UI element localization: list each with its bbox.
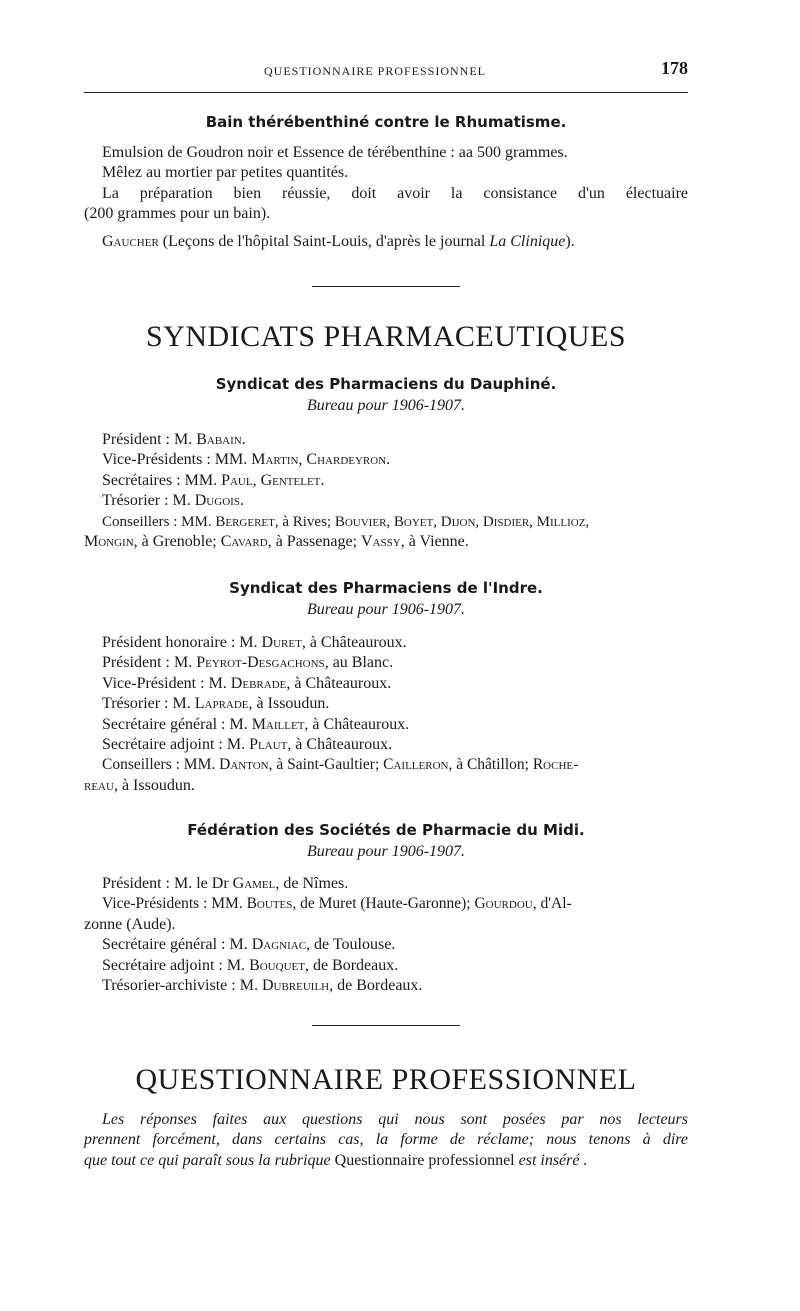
indre-vice-president [84,674,688,694]
midi-title: Fédération des Sociétés de Pharmacie du Midi. [187,821,585,839]
person-name: Vassy [361,533,401,551]
bain-line: La préparation bien réussie, doit avoir la consistance d'un électuaire [102,184,688,202]
source-journal: La Clinique [489,232,566,250]
section-divider [312,1025,460,1026]
person-name: Maillet [251,715,305,733]
role-label: Vice-Présidents : MM. [102,895,247,913]
role-label: Président honoraire : M. [102,634,262,651]
role-label: Secrétaire général : M. [102,715,252,733]
role-label: Secrétaire général : M. [102,936,252,954]
dauphine-tresorier [84,491,688,511]
role-label: Vice-Président : M. [102,674,231,692]
person-name: Cailleron [383,756,449,774]
bain-line: Mêlez au mortier par petites quantités. [102,164,349,182]
place: , à Vienne. [400,533,469,551]
dauphine-secretaires [84,471,688,491]
midi-body [84,874,688,996]
place: , de Bordeaux. [304,956,399,974]
midi-secretaire-adjoint [84,956,688,976]
syndicats-heading: SYNDICATS PHARMACEUTIQUES [145,320,627,353]
person-name: Bouvier, Boyet, Dijon, Disdier, Millioz, [334,513,590,530]
place: , d'Al- [532,895,572,913]
place: , à Issoudun. [248,695,330,713]
punct: . [386,451,391,469]
person-name: Mongin [84,533,134,551]
punct: . [320,471,325,489]
place: , à Passenage; [267,533,362,551]
place: , à Châteauroux. [301,634,407,651]
indre-bureau: Bureau pour 1906-1907. [306,601,466,618]
person-name: Plaut [249,736,288,754]
person-name: Bouquet [249,956,305,974]
person-name: Cavard [220,533,268,551]
syndicats-section [84,320,688,354]
midi-block [84,821,688,861]
questionnaire-line: prennent forcément, dans certains cas, la forme de réclame; nous tenons à dire [84,1131,688,1149]
person-name: reau [84,776,114,794]
indre-title: Syndicat des Pharmaciens de l'Indre. [229,579,543,597]
role-label: Trésorier : M. [102,695,195,713]
person-name: Roche- [532,756,579,774]
place: , de Bordeaux. [329,977,423,995]
questionnaire-line [84,1151,688,1171]
indre-president [84,653,688,673]
person-name: Gamel [232,875,276,892]
midi-secretaire-general [84,935,688,955]
dauphine-bureau: Bureau pour 1906-1907. [306,397,466,414]
bain-title: Bain thérébenthiné contre le Rhumatisme. [205,113,567,131]
punct: . [239,492,244,510]
person-name: Babain [196,431,242,448]
role-label: Trésorier : M. [102,492,195,510]
indre-tresorier [84,694,688,714]
rubric-name: Questionnaire professionnel [334,1151,515,1169]
dauphine-conseillers-cont [84,532,688,552]
role-label: Conseillers : MM. [102,756,220,774]
place: , de Muret (Haute-Garonne); [292,895,475,913]
header-rule [84,92,688,93]
indre-conseillers [84,755,688,775]
place: , de Nîmes. [275,875,349,892]
bain-section [84,113,688,131]
bain-source [84,232,688,252]
dauphine-title: Syndicat des Pharmaciens du Dauphiné. [215,375,557,393]
bain-line: (200 grammes pour un bain). [84,205,271,223]
role-label: Président : M. le Dr [102,875,233,892]
role-label: Conseillers : MM. [102,513,216,530]
questionnaire-heading: QUESTIONNAIRE PROFESSIONNEL [135,1063,637,1096]
person-name: Danton [219,756,269,774]
person-name: Bergeret [215,513,275,530]
role-label: Secrétaire adjoint : M. [102,736,250,754]
punct: . [241,431,246,448]
running-title: QUESTIONNAIRE PROFESSIONNEL [264,64,487,78]
indre-president-honoraire [84,633,688,653]
place: , à Châteauroux. [287,736,393,754]
bain-body [84,143,688,252]
midi-vice-presidents [84,894,688,914]
indre-secretaire-adjoint [84,735,688,755]
bain-line: Emulsion de Goudron noir et Essence de térébenthine : aa 500 grammes. [102,144,568,161]
role-label: Vice-Présidents : MM. [102,451,252,469]
role-label: Président : M. [102,431,197,448]
midi-bureau: Bureau pour 1906-1907. [306,843,466,860]
place: , à Issoudun. [113,776,195,794]
place: , à Grenoble; [133,533,221,551]
person-name: Gourdou [474,895,533,913]
place: , à Châteauroux. [304,715,410,733]
place: , de Toulouse. [306,936,396,954]
person-name: Dubreuilh [261,977,330,995]
place: , à Châtillon; [448,756,533,774]
section-divider [312,286,460,287]
dauphine-body [84,430,688,552]
indre-body [84,633,688,796]
dauphine-president [84,430,688,450]
source-end: ). [565,232,575,250]
dauphine-vice-presidents [84,450,688,470]
person-name: Martin, Chardeyron [251,451,387,469]
text: que tout ce qui paraît sous la rubrique [84,1151,335,1169]
questionnaire-section [84,1063,688,1097]
midi-tresorier-archiviste [84,976,688,996]
source-text: (Leçons de l'hôpital Saint-Louis, d'après le journal [158,232,490,250]
text: est inséré . [514,1151,588,1169]
person-name: Boutes [246,895,293,913]
source-author: Gaucher [102,232,159,250]
person-name: Paul, Gentelet [221,471,321,489]
person-name: Dugois [194,492,240,510]
person-name: Peyrot-Desgachons [196,654,325,672]
role-label: Secrétaire adjoint : M. [102,956,250,974]
indre-secretaire-general [84,715,688,735]
page-number: 178 [661,58,688,78]
person-name: Duret [261,634,302,651]
questionnaire-line: Les réponses faites aux questions qui nous sont posées par nos lecteurs [102,1111,688,1128]
person-name: Debrade [230,674,287,692]
dauphine-block [84,375,688,415]
midi-president [84,874,688,894]
indre-block [84,579,688,619]
place: , à Rives; [274,513,335,530]
role-label: Trésorier-archiviste : M. [102,977,262,995]
place: , à Saint-Gaultier; [268,756,384,774]
running-header [84,58,688,82]
place: , à Châteauroux. [286,674,392,692]
person-name: Laprade [194,695,249,713]
person-name: Dagniac [251,936,307,954]
midi-vice-presidents-cont: zonne (Aude). [84,915,176,933]
indre-conseillers-cont [84,776,688,796]
dauphine-conseillers [84,512,688,532]
questionnaire-body [84,1110,688,1171]
role-label: Président : M. [102,654,197,672]
place: , au Blanc. [324,654,394,672]
role-label: Secrétaires : MM. [102,471,222,489]
